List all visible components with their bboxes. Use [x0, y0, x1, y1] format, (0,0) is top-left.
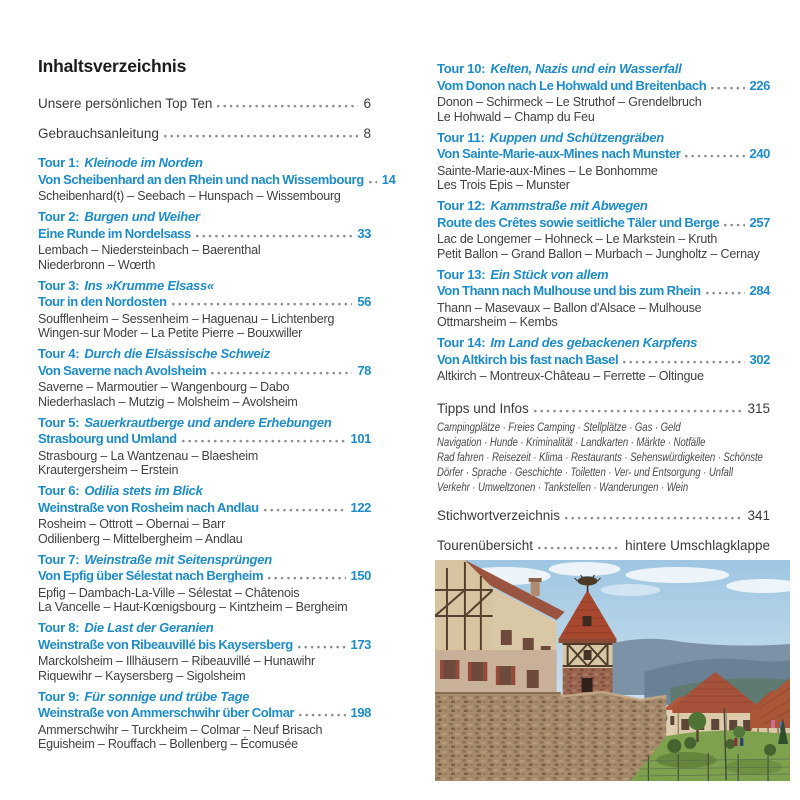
- dotted-leader: [164, 134, 359, 138]
- toc-entry-row: [38, 95, 371, 112]
- dotted-leader: [298, 645, 346, 649]
- tour-entry: [437, 335, 770, 384]
- dotted-leader: [369, 180, 377, 184]
- tour-subtitle: Odilia stets im Blick: [84, 483, 203, 498]
- tour-entry: [38, 209, 371, 272]
- tour-number: Tour 14:: [437, 335, 486, 350]
- front-entries: [38, 95, 371, 142]
- tour-title: Strasbourg und Umland: [38, 431, 177, 446]
- tours-left: [38, 155, 396, 752]
- tour-number: Tour 7:: [38, 551, 80, 567]
- tour-entry: [38, 346, 371, 409]
- tours-right: [437, 61, 770, 384]
- tour-heading: [38, 209, 371, 226]
- tipps-keyword-line: Verkehr · Umweltzonen · Tankstellen · Wanderungen · Wein: [437, 479, 689, 494]
- tour-route-line: Petit Ballon – Grand Ballon – Murbach – Jungholtz – Cernay: [437, 246, 760, 261]
- stichwort-page-number: 341: [747, 507, 770, 523]
- tour-number: Tour 8:: [38, 620, 80, 635]
- tour-entry: [38, 620, 371, 683]
- tour-route-line: Krautergersheim – Erstein: [38, 463, 179, 477]
- toc-entry-label: Unsere persönlichen Top Ten: [38, 96, 213, 111]
- tour-routes: [437, 232, 770, 261]
- tour-route-line: Donon – Schirmeck – Le Struthof – Grendelbruch: [437, 95, 702, 109]
- tour-title-row: [38, 226, 371, 243]
- tour-title: Von Epfig über Sélestat nach Bergheim: [38, 568, 264, 583]
- tour-entry: [38, 689, 371, 752]
- tour-route-line: Riquewihr – Kaysersberg – Sigolsheim: [38, 668, 246, 683]
- tour-routes: [437, 95, 770, 124]
- tour-page-number: 33: [357, 225, 371, 241]
- dotted-leader: [172, 302, 353, 306]
- tour-page-number: 56: [357, 294, 371, 309]
- tour-route-line: Thann – Masevaux – Ballon d'Alsace – Mulhouse: [437, 300, 702, 315]
- tour-page-number: 173: [350, 636, 371, 652]
- tour-entry: [38, 483, 371, 546]
- tour-subtitle: Kelten, Nazis und ein Wasserfall: [490, 61, 682, 76]
- tour-routes: [437, 164, 770, 193]
- toc-entry-page-number: 6: [363, 96, 371, 111]
- tour-heading: [437, 61, 770, 78]
- tour-heading: [38, 346, 371, 363]
- tour-route-line: La Vancelle – Haut-Kœnigsbourg – Kintzheim – Bergheim: [38, 600, 348, 614]
- tour-number: Tour 10:: [437, 61, 486, 76]
- tour-title-row: [437, 352, 770, 369]
- tour-routes: [38, 586, 371, 615]
- tipps-keyword-line: Dörfer · Sprache · Geschichte · Toiletten · Ver- und Entsorgung · Unfall: [437, 464, 733, 479]
- tour-route-line: Sainte-Marie-aux-Mines – Le Bonhomme: [437, 163, 658, 178]
- tour-title-row: [38, 500, 371, 517]
- dotted-leader: [299, 713, 345, 717]
- tour-routes: [38, 654, 371, 683]
- tour-routes: [38, 517, 371, 546]
- tipps-keywords: [437, 419, 763, 495]
- dotted-leader: [565, 516, 742, 520]
- tour-title: Weinstraße von Rosheim nach Andlau: [38, 499, 259, 515]
- tipps-row: [437, 400, 770, 417]
- tour-heading: [38, 278, 371, 295]
- tour-title-row: [437, 146, 770, 163]
- tipps-label: Tipps und Infos: [437, 400, 529, 416]
- tour-title: Von Altkirch bis fast nach Basel: [437, 351, 619, 367]
- tour-subtitle: Sauerkrautberge und andere Erhebungen: [84, 414, 332, 430]
- tour-routes: [437, 369, 770, 384]
- tour-number: Tour 4:: [38, 346, 80, 361]
- tour-routes: [38, 449, 371, 478]
- dotted-leader: [724, 223, 744, 227]
- tour-title: Weinstraße von Ribeauvillé bis Kaysersberg: [38, 636, 293, 652]
- dotted-leader: [268, 576, 345, 580]
- tipps-und-infos-block: [437, 400, 770, 495]
- tour-subtitle: Burgen und Weiher: [84, 209, 200, 224]
- tour-subtitle: Die Last der Geranien: [84, 620, 214, 635]
- tipps-keyword-line: Rad fahren · Reisezeit · Klima · Restaurants · Sehenswürdigkeiten · Schönste: [437, 449, 763, 464]
- tour-title-row: [38, 294, 371, 311]
- tour-page-number: 284: [749, 283, 770, 298]
- dotted-leader: [538, 546, 620, 550]
- tour-subtitle: Kleinode im Norden: [84, 155, 203, 170]
- tour-page-number: 14: [381, 171, 396, 187]
- tour-heading: [38, 689, 371, 706]
- tour-subtitle: Weinstraße mit Seitensprüngen: [84, 551, 272, 567]
- tour-number: Tour 1:: [38, 155, 80, 170]
- tour-route-line: Ottmarsheim – Kembs: [437, 315, 558, 329]
- village-photo: [435, 560, 790, 781]
- tour-title: Route des Crêtes sowie seitliche Täler und Berge: [437, 214, 720, 230]
- tour-title-row: [437, 78, 770, 95]
- tour-page-number: 226: [749, 77, 770, 93]
- tour-title-row: [38, 568, 371, 585]
- tour-routes: [38, 189, 371, 204]
- tour-heading: [38, 483, 371, 500]
- dotted-leader: [264, 508, 346, 512]
- tour-page-number: 122: [350, 499, 371, 515]
- tour-heading: [437, 130, 770, 147]
- tour-entry: [38, 155, 396, 204]
- tour-route-line: Scheibenhard(t) – Seebach – Hunspach – Wissembourg: [38, 189, 341, 203]
- tour-page-number: 150: [350, 568, 371, 583]
- tipps-page-number: 315: [747, 400, 770, 416]
- tour-page-number: 101: [350, 431, 371, 446]
- tour-heading: [38, 155, 371, 172]
- tour-title: Von Scheibenhard an den Rhein und nach Wissembourg: [38, 171, 364, 187]
- tour-title-row: [437, 283, 770, 300]
- left-column: [38, 56, 396, 757]
- tour-route-line: Saverne – Marmoutier – Wangenbourg – Dabo: [38, 380, 290, 394]
- tour-entry: [38, 552, 371, 615]
- tipps-keyword-line: Campingplätze · Freies Camping · Stellplätze · Gas · Geld: [437, 419, 681, 434]
- tour-page-number: 78: [357, 362, 371, 378]
- tour-heading: [38, 552, 371, 569]
- tour-title-row: [38, 171, 396, 189]
- touren-label: Tourenübersicht: [437, 537, 534, 553]
- tour-entry: [437, 130, 770, 193]
- dotted-leader: [534, 409, 743, 413]
- tour-entry: [437, 267, 770, 330]
- dotted-leader: [706, 291, 745, 295]
- tour-route-line: Niederhaslach – Mutzig – Molsheim – Avolsheim: [38, 394, 298, 409]
- tour-number: Tour 13:: [437, 266, 486, 282]
- tour-subtitle: Ins »Krumme Elsass«: [84, 277, 214, 293]
- dotted-leader: [182, 439, 346, 443]
- tour-title-row: [38, 705, 371, 722]
- tour-entry: [437, 61, 770, 124]
- tour-route-line: Altkirch – Montreux-Château – Ferrette – Oltingue: [437, 369, 704, 383]
- tour-route-line: Marckolsheim – Illhäusern – Ribeauvillé – Hunawihr: [38, 654, 315, 668]
- tour-number: Tour 12:: [437, 198, 486, 213]
- tour-route-line: Soufflenheim – Sessenheim – Haguenau – Lichtenberg: [38, 311, 335, 326]
- stichwort-label: Stichwortverzeichnis: [437, 507, 561, 523]
- toc-entry-label: Gebrauchsanleitung: [38, 126, 159, 141]
- tour-entry: [437, 198, 770, 261]
- tour-page-number: 257: [749, 214, 770, 230]
- tour-title: Weinstraße von Ammerschwihr über Colmar: [38, 705, 295, 720]
- tour-entry: [38, 278, 371, 341]
- tour-title: Tour in den Nordosten: [38, 294, 167, 309]
- tour-title-row: [437, 215, 770, 232]
- tour-route-line: Lac de Longemer – Hohneck – Le Markstein – Kruth: [437, 232, 718, 246]
- toc-entry-page-number: 8: [363, 126, 371, 141]
- dotted-leader: [685, 154, 744, 158]
- tour-entry: [38, 415, 371, 478]
- tour-number: Tour 11:: [437, 129, 485, 145]
- tour-route-line: Niederbronn – Wœrth: [38, 257, 156, 272]
- tour-route-line: Wingen-sur Moder – La Petite Pierre – Bouxwiller: [38, 326, 303, 340]
- tour-title-row: [38, 431, 371, 448]
- tour-routes: [437, 301, 770, 330]
- tour-subtitle: Ein Stück von allem: [490, 266, 609, 282]
- tour-title: Eine Runde im Nordelsass: [38, 225, 191, 241]
- tour-title-row: [38, 363, 371, 380]
- page-title: Inhaltsverzeichnis: [38, 56, 187, 76]
- tour-routes: [38, 380, 371, 409]
- tour-title-row: [38, 637, 371, 654]
- tour-number: Tour 6:: [38, 483, 80, 498]
- tour-subtitle: Kuppen und Schützengräben: [489, 129, 664, 145]
- tour-number: Tour 3:: [38, 277, 80, 293]
- tour-route-line: Strasbourg – La Wantzenau – Blaesheim: [38, 448, 259, 463]
- tour-heading: [437, 267, 770, 284]
- tour-routes: [38, 723, 371, 752]
- dotted-leader: [196, 234, 352, 238]
- tour-subtitle: Für sonnige und trübe Tage: [84, 688, 250, 704]
- tour-route-line: Rosheim – Ottrott – Obernai – Barr: [38, 517, 226, 531]
- tour-route-line: Ammerschwihr – Turckheim – Colmar – Neuf Brisach: [38, 722, 323, 737]
- tour-route-line: Lembach – Niedersteinbach – Baerenthal: [38, 243, 261, 257]
- stichwort-row: [437, 507, 770, 524]
- tour-number: Tour 2:: [38, 209, 80, 224]
- tour-number: Tour 9:: [38, 688, 80, 704]
- tour-route-line: Odilienberg – Mittelbergheim – Andlau: [38, 531, 243, 546]
- tour-heading: [437, 198, 770, 215]
- tour-subtitle: Durch die Elsässische Schweiz: [84, 346, 271, 361]
- tour-route-line: Eguisheim – Rouffach – Bollenberg – Écomusée: [38, 737, 298, 751]
- dotted-leader: [623, 360, 744, 364]
- tour-page-number: 302: [749, 351, 770, 367]
- right-column: [437, 56, 770, 554]
- tour-route-line: Epfig – Dambach-La-Ville – Sélestat – Châtenois: [38, 585, 300, 600]
- tour-heading: [437, 335, 770, 352]
- touren-page-label: hintere Umschlagklappe: [625, 537, 770, 553]
- tour-number: Tour 5:: [38, 414, 80, 430]
- tour-subtitle: Im Land des gebackenen Karpfens: [490, 335, 698, 350]
- tour-heading: [38, 415, 371, 432]
- tour-route-line: Le Hohwald – Champ du Feu: [437, 109, 595, 124]
- tour-page-number: 198: [350, 705, 371, 720]
- tour-page-number: 240: [749, 146, 770, 161]
- touren-row: [437, 537, 770, 554]
- tour-route-line: Les Trois Epis – Munster: [437, 178, 570, 192]
- tour-title: Von Thann nach Mulhouse und bis zum Rhein: [437, 283, 701, 298]
- tour-heading: [38, 620, 371, 637]
- dotted-leader: [211, 371, 352, 375]
- tour-title: Von Sainte-Marie-aux-Mines nach Munster: [437, 146, 681, 161]
- tour-title: Von Saverne nach Avolsheim: [38, 362, 207, 378]
- dotted-leader: [217, 104, 358, 108]
- tour-routes: [38, 243, 371, 272]
- toc-entry-row: [38, 125, 371, 142]
- tour-routes: [38, 312, 371, 341]
- tour-subtitle: Kammstraße mit Abwegen: [490, 198, 648, 213]
- tipps-keyword-line: Navigation · Hunde · Kriminalität · Landkarten · Märkte · Notfälle: [437, 434, 706, 449]
- tour-title: Vom Donon nach Le Hohwald und Breitenbach: [437, 77, 707, 93]
- dotted-leader: [711, 86, 744, 90]
